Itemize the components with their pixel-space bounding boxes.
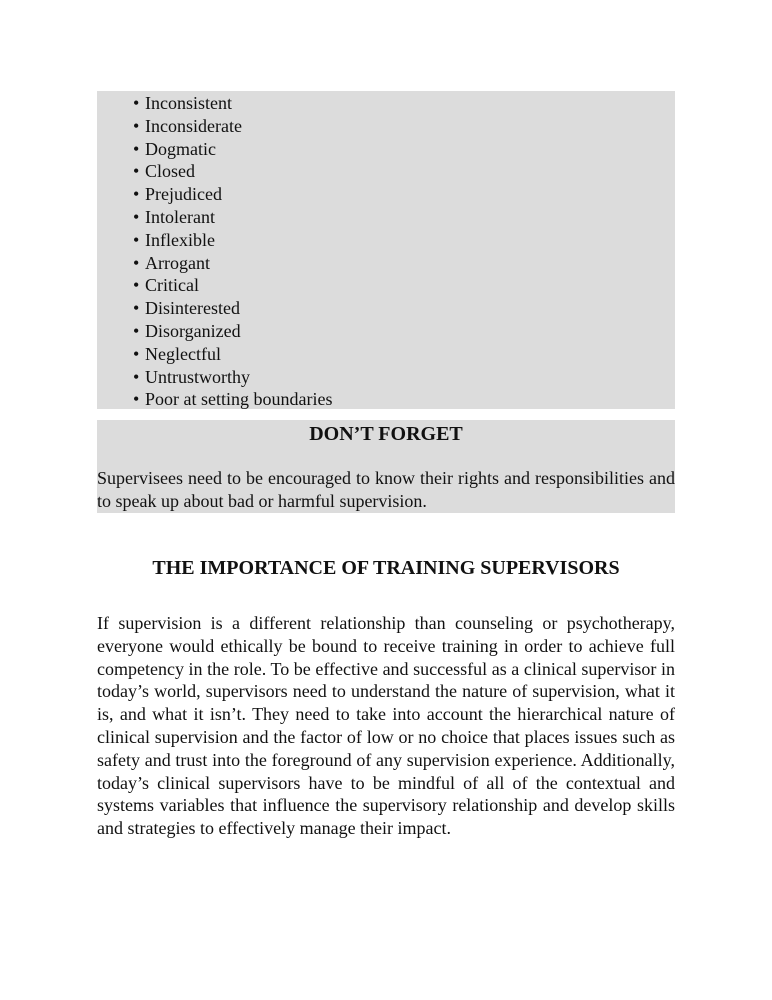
list-item [133, 388, 332, 411]
list-item [133, 160, 332, 183]
list-item [133, 138, 332, 161]
list-item-text: Closed [145, 161, 196, 182]
bullet-mark: • [133, 389, 140, 410]
bullet-mark: • [133, 252, 140, 273]
list-item [133, 229, 332, 252]
body-paragraph: If supervision is a different relationship than counseling or psychotherapy, everyone would ethically be bound to receive training in order to achieve full competency in the role. To be effective and successful as a clinical supervisor in today’s world, supervisors need to understand the nature of supervision, what it is, and what it isn’t. They need to take into account the hierarchical nature of clinical supervision and the factor of low or no choice that places issues such as safety and trust into the foreground of any supervision experience. Additionally, today’s clinical supervisors have to be mindful of all of the contextual and systems variables that influence the supervisory relationship and develop skills and strategies to effectively manage their impact. [97, 613, 675, 839]
traits-list-box [97, 91, 675, 409]
bullet-mark: • [133, 93, 140, 113]
bullet-mark: • [133, 366, 140, 387]
bullet-mark: • [133, 275, 140, 296]
list-item [133, 366, 332, 389]
list-item-text: Untrustworthy [145, 366, 250, 387]
list-item [133, 183, 332, 206]
list-item-text: Disorganized [145, 320, 241, 341]
bullet-mark: • [133, 298, 140, 319]
list-item-text: Dogmatic [145, 138, 216, 159]
bullet-mark: • [133, 343, 140, 364]
bullet-mark: • [133, 161, 140, 182]
list-item-text: Prejudiced [145, 184, 222, 205]
list-item [133, 115, 332, 138]
list-item-text: Disinterested [145, 298, 240, 319]
list-item-text: Arrogant [145, 252, 210, 273]
list-item [133, 274, 332, 297]
bullet-mark: • [133, 229, 140, 250]
bullet-mark: • [133, 320, 140, 341]
list-item-text: Critical [145, 275, 199, 296]
bullet-mark: • [133, 184, 140, 205]
list-item-text: Intolerant [145, 206, 215, 227]
list-item [133, 206, 332, 229]
list-item [133, 252, 332, 275]
list-item-text: Neglectful [145, 343, 221, 364]
dont-forget-title: DON’T FORGET [309, 423, 463, 445]
list-item-text: Inflexible [145, 229, 215, 250]
bullet-mark: • [133, 138, 140, 159]
list-item [133, 343, 332, 366]
list-item-text: Inconsiderate [145, 115, 242, 136]
list-item [133, 320, 332, 343]
section-heading: THE IMPORTANCE OF TRAINING SUPERVISORS [152, 557, 620, 579]
list-item-text: Poor at setting boundaries [145, 389, 333, 410]
list-item [133, 297, 332, 320]
list-item-text: Inconsistent [145, 93, 232, 113]
dont-forget-text: Supervisees need to be encouraged to know their rights and responsibilities and to speak up about bad or harmful supervision. [97, 468, 675, 511]
dont-forget-box [97, 420, 675, 513]
traits-list [133, 92, 332, 411]
bullet-mark: • [133, 206, 140, 227]
bullet-mark: • [133, 115, 140, 136]
list-item [133, 92, 332, 115]
